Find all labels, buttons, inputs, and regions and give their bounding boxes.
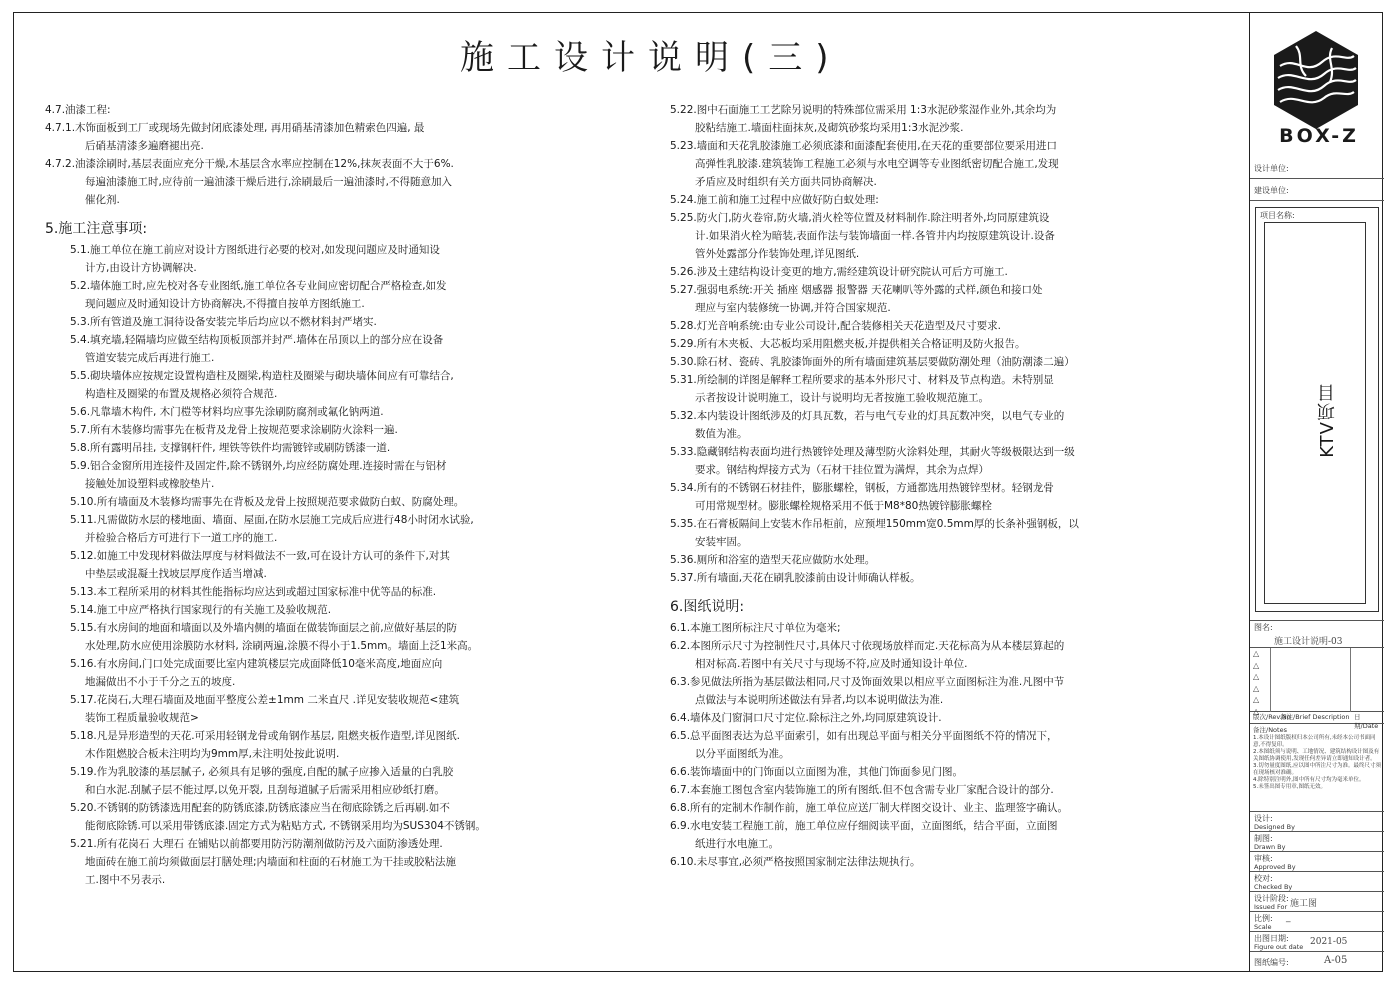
note-line: 计方,由设计方协调解决. xyxy=(85,262,197,274)
rev-no-label: 版次/Rev.No xyxy=(1253,713,1291,721)
note-line: 6.4.墙体及门窗洞口尺寸定位.除标注之外,均同原建筑设计. xyxy=(670,712,942,724)
note-line: 5.34.所有的不锈钢石材挂件，膨胀螺栓，钢板，方通都选用热镀锌型材。轻钢龙骨 xyxy=(670,482,1054,494)
revision-marks: △ △ △ △ △ △ xyxy=(1253,649,1260,716)
project-name-inner-box xyxy=(1264,222,1366,604)
notes-text: 1.本设计图纸版权归本公司所有,未经本公司书面同意,不得复印。 2.本图纸须与说明、工地情况、建筑结构设计图及有关图纸协调使用,发现任何差异请立即通知设计者。 3.切勿量度图纸,应以图中所注尺寸为准。最终尺寸须在现场核对准确。 4.除特别注明外,图中所有尺寸均为毫米单位。 5.未签出图专用章,图纸无效。 xyxy=(1253,735,1381,790)
note-line: 装饰工程质量验收规范> xyxy=(85,712,199,724)
note-line: 5.35.在石膏板隔间上安装木作吊柜前，应预埋150mm宽0.5mm厚的长条补强钢板，以 xyxy=(670,518,1079,530)
note-line: 点做法与本说明所述做法有异者,均以本说明做法为准. xyxy=(695,694,944,706)
note-line: 胶粘结施工.墙面柱面抹灰,及砌筑砂浆均采用1:3水泥沙浆. xyxy=(695,122,964,134)
approved-by-label: 审核: xyxy=(1254,854,1273,863)
note-line: 管道安装完成后再进行施工. xyxy=(85,352,215,364)
note-line: 5.11.凡需做防水层的楼地面、墙面、屋面,在防水层施工完成后应进行48小时闭水试验, xyxy=(70,514,474,526)
notes-title: 备注/Notes xyxy=(1253,726,1287,734)
note-line: 5.21.所有花岗石 大理石 在铺贴以前都要用防污防潮剂做防污及六面防渗透处理. xyxy=(70,838,443,850)
issued-for-row xyxy=(1250,892,1384,912)
brand-name: BOX-Z xyxy=(1279,125,1359,147)
note-line: 接触处加设塑料或橡胶垫片. xyxy=(85,478,215,490)
approved-by-row xyxy=(1250,852,1384,872)
note-line: 5.22.图中石面施工工艺除另说明的特殊部位需采用 1:3水泥砂浆湿作业外,其余均为 xyxy=(670,104,1057,116)
box-z-logo xyxy=(1266,26,1366,136)
left-notes-column xyxy=(45,101,645,889)
designed-by-row xyxy=(1250,812,1384,832)
note-line: 和白水泥.刮腻子层不能过厚,以免开裂, 且刮每道腻子后需采用相应砂纸打磨。 xyxy=(85,784,445,796)
drawing-name: 施工设计说明-03 xyxy=(1274,637,1343,647)
note-line: 5.5.砌块墙体应按规定设置构造柱及圈梁,构造柱及圈梁与砌块墙体间应有可靠结合, xyxy=(70,370,454,382)
note-line: 5.7.所有木装修均需事先在板背及龙骨上按规范要求涂刷防火涂料一遍. xyxy=(70,424,398,436)
note-line: 纸进行水电施工。 xyxy=(695,838,779,850)
drawing-name-row xyxy=(1250,620,1384,648)
sheet-no-label: 图纸编号: xyxy=(1254,958,1289,967)
note-line: 5.33.隐藏钢结构表面均进行热镀锌处理及薄型防火涂料处理，其耐火等级极限达到一级 xyxy=(670,446,1075,458)
note-line: 地面砖在施工前均须做面层打膳处理;内墙面和柱面的石材施工为干挂或胶粘法施 xyxy=(85,856,457,868)
note-line: 6.10.未尽事宜,必须严格按照国家制定法律法规执行。 xyxy=(670,856,921,868)
scale-en: Scale xyxy=(1254,923,1272,931)
note-line: 5.13.本工程所采用的材料其性能指标均应达到或超过国家标准中优等品的标准. xyxy=(70,586,437,598)
note-line: 5.9.铝合金窗所用连接件及固定件,除不锈钢外,均应经防腐处理.连接时需在与铝材 xyxy=(70,460,447,472)
section-heading: 6.图纸说明: xyxy=(670,599,745,615)
drawing-name-label: 图名: xyxy=(1254,623,1273,632)
note-line: 5.32.本内装设计图纸涉及的灯具瓦数，若与电气专业的灯具瓦数冲突，以电气专业的 xyxy=(670,410,1065,422)
note-line: 6.5.总平面图表达为总平面索引，如有出现总平面与相关分平面图纸不符的情况下， xyxy=(670,730,1058,742)
note-line: 每遍油漆施工时,应待前一遍油漆干燥后进行,涂刷最后一遍油漆时,不得随意加入 xyxy=(85,176,453,188)
note-line: 5.16.有水房间,门口处完成面要比室内建筑楼层完成面降低10毫米高度,地面应向 xyxy=(70,658,443,670)
note-line: 5.2.墙体施工时,应先校对各专业图纸,施工单位各专业间应密切配合严格检查,如发 xyxy=(70,280,447,292)
issued-for-label: 设计阶段: xyxy=(1254,894,1289,903)
note-line: 5.31.所绘制的详图是解释工程所要求的基本外形尺寸、材料及节点构造。未特别显 xyxy=(670,374,1054,386)
rev-date-label: 日期/Date xyxy=(1354,713,1379,730)
note-line: 以分平面图纸为准。 xyxy=(695,748,790,760)
note-line: 4.7.油漆工程: xyxy=(45,104,111,116)
note-line: 5.20.不锈钢的防锈漆选用配套的防锈底漆,防锈底漆应当在彻底除锈之后再刷.如不 xyxy=(70,802,450,814)
note-line: 6.8.所有的定制木作制作前，施工单位应送厂制大样图交设计、业主、监理签字确认。 xyxy=(670,802,1069,814)
note-line: 构造柱及圈梁的布置及规格必须符合规范. xyxy=(85,388,278,400)
sheet-no-row xyxy=(1250,952,1384,972)
note-line: 5.30.除石材、瓷砖、乳胶漆饰面外的所有墙面建筑基层要做防潮处理（油防潮漆二遍） xyxy=(670,356,1075,368)
rev-desc-label: 备注/Brief Description xyxy=(1280,713,1350,721)
right-notes-column xyxy=(670,101,1245,871)
note-line: 5.4.填充墙,轻隔墙均应做至结构顶板顶部并封严.墙体在吊顶以上的部分应在设备 xyxy=(70,334,444,346)
note-line: 数值为准。 xyxy=(695,428,748,440)
note-line: 5.18.凡是异形造型的天花.可采用轻钢龙骨或角钢作基层, 阻燃夹板作造型,详见图纸. xyxy=(70,730,460,742)
revision-table xyxy=(1250,648,1384,716)
checked-by-label: 校对: xyxy=(1254,874,1273,883)
sheet-no: A-05 xyxy=(1324,955,1348,966)
project-name-box xyxy=(1255,207,1379,612)
designed-by-label: 设计: xyxy=(1254,814,1273,823)
note-line: 可用常规型材。膨胀螺栓规格采用不低于M8*80热镀锌膨胀螺栓 xyxy=(695,500,992,512)
note-line: 相对标高.若图中有关尺寸与现场不符,应及时通知设计单位. xyxy=(695,658,968,670)
note-line: 高弹性乳胶漆.建筑装饰工程施工必须与水电空调等专业图纸密切配合施工,发现 xyxy=(695,158,1059,170)
design-unit-row xyxy=(1250,157,1384,179)
date-label-en: Figure out date xyxy=(1254,943,1304,951)
note-line: 计.如果消火栓为暗装,表面作法与装饰墙面一样.各管井内均按原建筑设计.设备 xyxy=(695,230,1055,242)
note-line: 安装牢固。 xyxy=(695,536,748,548)
note-line: 能彻底除锈.可以采用带锈底漆.固定方式为粘贴方式, 不锈钢采用均为SUS304不锈钢。 xyxy=(85,820,486,832)
project-label: 项目名称: xyxy=(1260,211,1295,220)
checked-by-row xyxy=(1250,872,1384,892)
designed-by-en: Designed By xyxy=(1254,823,1295,831)
section-heading: 5.施工注意事项: xyxy=(45,221,148,237)
note-line: 5.23.墙面和天花乳胶漆施工必须底漆和面漆配套使用,在天花的重要部位要采用进口 xyxy=(670,140,1058,152)
title-block xyxy=(1249,12,1384,972)
drawn-by-row xyxy=(1250,832,1384,852)
note-line: 水处理,防水应使用涂膜防水材料, 涂刷两遍,涂膜不得小于1.5mm。墙面上泛1米高。 xyxy=(85,640,479,652)
note-line: 6.7.本套施工图包含室内装饰施工的所有图纸.但不包含需专业厂家配合设计的部分. xyxy=(670,784,1054,796)
checked-by-en: Checked By xyxy=(1254,883,1293,891)
note-line: 矛盾应及时组织有关方面共同协商解决. xyxy=(695,176,877,188)
design-unit-label: 设计单位: xyxy=(1254,164,1289,173)
scale-value: _ xyxy=(1286,913,1291,923)
note-line: 5.36.厕所和浴室的造型天花应做防水处理。 xyxy=(670,554,876,566)
note-line: 木作阻燃胶合板未注明均为9mm厚,未注明处按此说明. xyxy=(85,748,340,760)
page-title: 施工设计说明(三) xyxy=(460,38,842,78)
note-line: 5.8.所有露明吊挂, 支撑钢杆件, 埋铁等铁件均需镀锌或刷防锈漆一道. xyxy=(70,442,391,454)
notes-box xyxy=(1250,724,1384,812)
note-line: 5.26.涉及土建结构设计变更的地方,需经建筑设计研究院认可后方可施工. xyxy=(670,266,1008,278)
approved-by-en: Approved By xyxy=(1254,863,1296,871)
note-line: 5.6.凡靠墙木构件, 木门榿等材料均应事先涂刷防腐剂或氟化钠两道. xyxy=(70,406,384,418)
note-line: 5.28.灯光音响系统:由专业公司设计,配合装修相关天花造型及尺寸要求. xyxy=(670,320,1001,332)
note-line: 5.27.强弱电系统:开关 插座 烟感器 报警器 天花喇叭等外露的式样,颜色和接口处 xyxy=(670,284,1043,296)
note-line: 管外处露部分作装饰处理,详见图纸. xyxy=(695,248,860,260)
build-unit-label: 建设单位: xyxy=(1254,186,1289,195)
note-line: 6.9.水电安装工程施工前，施工单位应仔细阅读平面，立面图纸，结合平面，立面图 xyxy=(670,820,1058,832)
note-line: 示者按设计说明施工，设计与说明均无者按施工验收规范施工。 xyxy=(695,392,989,404)
drawn-by-label: 制图: xyxy=(1254,834,1273,843)
note-line: 6.1.本施工图所标注尺寸单位为毫米; xyxy=(670,622,841,634)
drawn-by-en: Drawn By xyxy=(1254,843,1286,851)
note-line: 5.19.作为乳胶漆的基层腻子, 必须具有足够的强度,自配的腻子应掺入适量的白乳胶 xyxy=(70,766,454,778)
note-line: 中垫层或混凝土找坡层厚度作适当增减. xyxy=(85,568,267,580)
note-line: 5.37.所有墙面,天花在刷乳胶漆前由设计师确认样板。 xyxy=(670,572,921,584)
date-row xyxy=(1250,932,1384,952)
note-line: 6.3.参见做法所指为基层做法相同,尺寸及饰面效果以相应平立面图标注为准.凡图中节 xyxy=(670,676,1065,688)
note-line: 后硝基清漆多遍磨褪出亮. xyxy=(85,140,204,152)
note-line: 5.12.如施工中发现材料做法厚度与材料做法不一致,可在设计方认可的条件下,对其 xyxy=(70,550,450,562)
note-line: 5.17.花岗石,大理石墙面及地面平整度公差±1mm 二米直尺 .详见安装收规范<建筑 xyxy=(70,694,460,706)
note-line: 要求。钢结构焊接方式为（石材干挂位置为满焊，其余为点焊） xyxy=(695,464,989,476)
issued-for-value: 施工图 xyxy=(1290,899,1318,909)
note-line: 5.29.所有木夹板、大芯板均采用阻燃夹板,并提供相关合格证明及防火报告。 xyxy=(670,338,1026,350)
note-line: 地漏做出不小于千分之五的坡度. xyxy=(85,676,236,688)
note-line: 现问题应及时通知设计方协商解决,不得擅自按单方图纸施工. xyxy=(85,298,365,310)
note-line: 6.6.装饰墙面中的门饰面以立面图为准，其他门饰面参见门图。 xyxy=(670,766,964,778)
note-line: 5.15.有水房间的地面和墙面以及外墙内侧的墙面在做装饰面层之前,应做好基层的防 xyxy=(70,622,458,634)
project-name: KTV项目 xyxy=(1317,383,1338,458)
note-line: 5.24.施工前和施工过程中应做好防白蚁处理: xyxy=(670,194,879,206)
note-line: 5.3.所有管道及施工洞待设备安装完毕后均应以不燃材料封严堵实. xyxy=(70,316,377,328)
issued-for-en: Issued For xyxy=(1254,903,1288,911)
note-line: 5.25.防火门,防火卷帘,防火墙,消火栓等位置及材料制作.除注明者外,均同原建筑设 xyxy=(670,212,1050,224)
scale-label: 比例: xyxy=(1254,914,1273,923)
note-line: 理应与室内装修统一协调,并符合国家规范. xyxy=(695,302,891,314)
note-line: 工.图中不另表示. xyxy=(85,874,166,886)
note-line: 5.10.所有墙面及木装修均需事先在背板及龙骨上按照规范要求做防白蚁、防腐处理。 xyxy=(70,496,465,508)
note-line: 5.1.施工单位在施工前应对设计方图纸进行必要的校对,如发现问题应及时通知设 xyxy=(70,244,440,256)
date-label: 出图日期: xyxy=(1254,934,1289,943)
date-value: 2021-05 xyxy=(1310,937,1348,947)
note-line: 5.14.施工中应严格执行国家现行的有关施工及验收规范. xyxy=(70,604,332,616)
note-line: 催化剂. xyxy=(85,194,120,206)
note-line: 并检验合格后方可进行下一道工序的施工. xyxy=(85,532,278,544)
scale-row xyxy=(1250,912,1384,932)
note-line: 4.7.2.油漆涂刷时,基层表面应充分干燥,木基层含水率应控制在12%,抹灰表面不大于6%. xyxy=(45,158,454,170)
note-line: 4.7.1.木饰面板到工厂或现场先做封闭底漆处理, 再用硝基清漆加色精索色四遍, 最 xyxy=(45,122,425,134)
build-unit-row xyxy=(1250,179,1384,201)
note-line: 6.2.本图所示尺寸为控制性尺寸,具体尺寸依现场放样而定.天花标高为从本楼层算起的 xyxy=(670,640,1065,652)
